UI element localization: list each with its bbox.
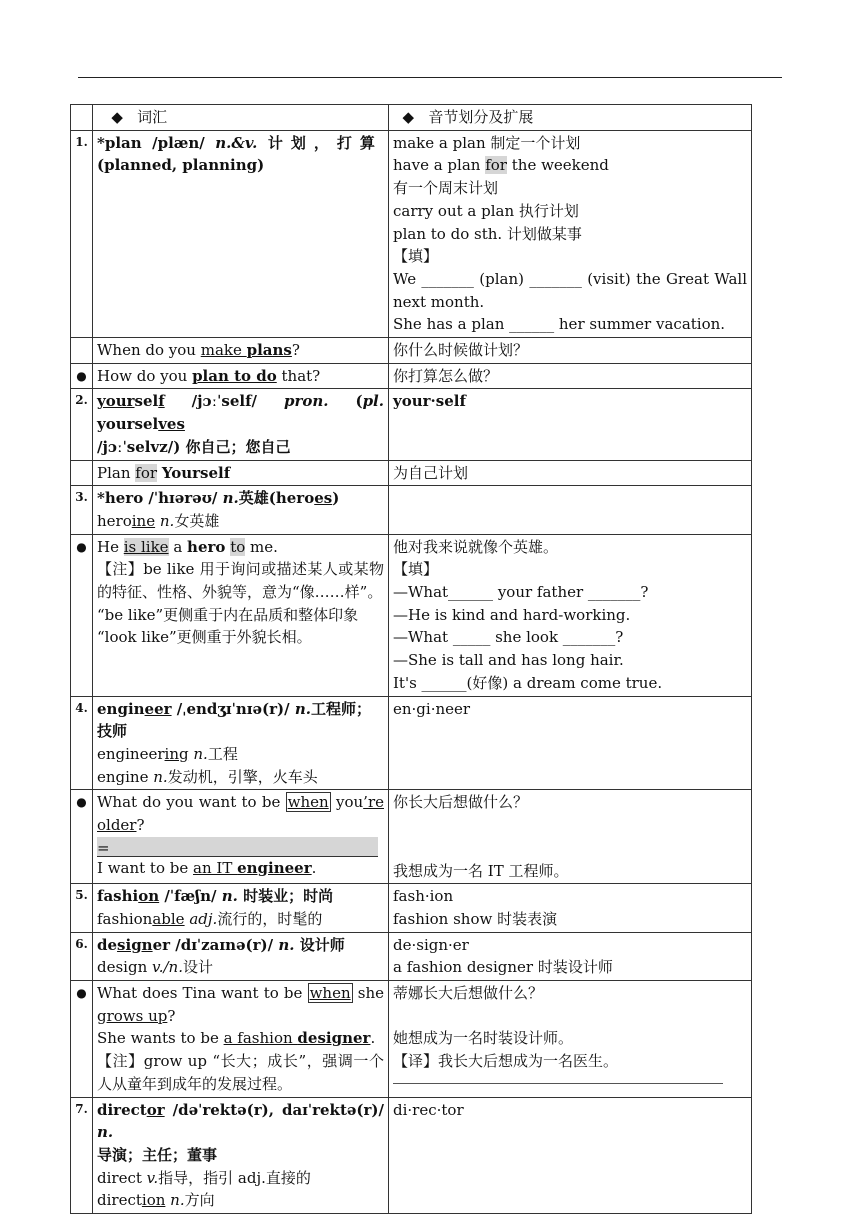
meaning: 时装业；时尚 bbox=[237, 887, 334, 906]
part-of-speech: pron. bbox=[283, 392, 329, 411]
highlighted-word: to bbox=[230, 537, 246, 556]
ext-cell-fashion bbox=[389, 884, 752, 932]
meaning: 发动机，引擎，火车头 bbox=[167, 767, 318, 786]
bullet-icon: ● bbox=[71, 790, 93, 884]
ext-cell-plan bbox=[389, 130, 752, 337]
example-block bbox=[93, 534, 389, 696]
example-row bbox=[71, 338, 752, 364]
derivative: design bbox=[97, 958, 153, 977]
derivative: engineer bbox=[97, 744, 165, 763]
ext-cell-engineer bbox=[389, 790, 752, 884]
text: When do you bbox=[97, 341, 201, 360]
equals-sign: = bbox=[97, 838, 110, 857]
text: ? bbox=[167, 1006, 176, 1025]
meaning: 流行的，时髦的 bbox=[217, 909, 323, 928]
syllable-cell: di·rec·tor bbox=[389, 1097, 752, 1214]
meaning: 设计师 bbox=[294, 935, 345, 954]
entry-row-director bbox=[71, 1097, 752, 1214]
text: He bbox=[97, 537, 124, 556]
boxed-word: when bbox=[287, 793, 329, 812]
phonetic: /jɔːˈself/ bbox=[191, 392, 258, 411]
example-row bbox=[71, 460, 752, 486]
part-of-speech: v./n. bbox=[152, 958, 183, 977]
example-row bbox=[71, 790, 752, 884]
text: ) bbox=[332, 489, 340, 508]
answer-blank bbox=[97, 837, 378, 857]
header-vocab-cell bbox=[93, 105, 389, 131]
underlined-suffix: ine bbox=[131, 511, 156, 530]
text: I want to be bbox=[97, 858, 194, 877]
example-block bbox=[93, 790, 389, 884]
derivative: direct bbox=[97, 1168, 147, 1187]
derivative: hero bbox=[97, 511, 132, 530]
part-of-speech: n. bbox=[278, 935, 295, 954]
example-block bbox=[93, 981, 389, 1098]
vocab-cell-fashion bbox=[93, 884, 389, 932]
underlined-keyword: plan to do bbox=[192, 366, 277, 385]
syllable-cell: en·gi·neer bbox=[389, 696, 752, 790]
table-header-row bbox=[71, 105, 752, 131]
diamond-icon: ◆ bbox=[402, 108, 415, 126]
entry-row-hero bbox=[71, 486, 752, 534]
entry-number: 5. bbox=[71, 884, 93, 932]
example-row bbox=[71, 534, 752, 696]
example-translation: 你长大后想做什么？ bbox=[393, 793, 529, 812]
part-of-speech: n. bbox=[97, 1123, 114, 1142]
syllable-split: de·sign·er bbox=[393, 935, 469, 954]
exercise-line: —She is tall and has long hair. bbox=[393, 651, 624, 670]
example-sentence bbox=[93, 363, 389, 389]
boxed-word: when bbox=[309, 984, 351, 1003]
exercise-line: We _______ (plan) _______ (visit) the Great Wall next month. bbox=[393, 269, 747, 311]
text: that? bbox=[276, 366, 321, 385]
text: . bbox=[370, 1029, 376, 1048]
ext-cell-designer-example bbox=[389, 981, 752, 1098]
underlined-phrase: is like bbox=[123, 537, 169, 556]
plural-label: pl. bbox=[362, 392, 384, 411]
meaning: 你自己；您自己 bbox=[185, 437, 291, 456]
entry-row-designer bbox=[71, 932, 752, 980]
word-forms: (planned, planning) bbox=[97, 156, 265, 175]
meaning: 女英雄 bbox=[174, 511, 220, 530]
derivative: engine bbox=[97, 767, 154, 786]
answer-blank bbox=[393, 1073, 723, 1084]
vocab-cell-engineer bbox=[93, 696, 389, 790]
example-translation: 你什么时候做计划？ bbox=[389, 338, 752, 364]
underlined-suffix: able bbox=[152, 909, 185, 928]
phonetic: /ˌendʒɪˈnɪə(r)/ bbox=[171, 699, 295, 718]
underlined-suffix: es bbox=[314, 489, 333, 508]
vocab-cell-director bbox=[93, 1097, 389, 1214]
underlined-part: sign bbox=[117, 935, 153, 954]
text: How do you bbox=[97, 366, 193, 385]
example-translation: 我想成为一名 IT 工程师。 bbox=[393, 861, 569, 880]
headword-part: direct bbox=[97, 1100, 147, 1119]
headword-part: er bbox=[152, 935, 171, 954]
part-of-speech: n.&v. bbox=[215, 133, 258, 152]
vocab-cell-hero bbox=[93, 486, 389, 534]
part-of-speech: n. bbox=[159, 511, 175, 530]
diamond-icon: ◆ bbox=[111, 108, 123, 126]
ext-line: plan to do sth. 计划做某事 bbox=[393, 224, 582, 243]
header-ext-cell bbox=[389, 105, 752, 131]
text: ? bbox=[136, 816, 145, 835]
exercise-line: —He is kind and hard-working. bbox=[393, 605, 631, 624]
part-of-speech: n. bbox=[222, 489, 239, 508]
usage-note: 【注】be like 用于询问或描述某人或某物的特征、性格、外貌等，意为“像……样”。 bbox=[97, 560, 384, 602]
text: She wants to be bbox=[97, 1029, 224, 1048]
part-of-speech: n. bbox=[294, 699, 311, 718]
keyword: hero bbox=[187, 537, 226, 556]
underlined-suffix: ves bbox=[158, 415, 185, 434]
part-of-speech: v. bbox=[146, 1168, 159, 1187]
meaning: 指导，指引 adj.直接的 bbox=[158, 1168, 311, 1187]
text: me. bbox=[245, 537, 278, 556]
example-sentence bbox=[93, 460, 389, 486]
entry-number: 1. bbox=[71, 130, 93, 337]
text: ? bbox=[291, 341, 300, 360]
entry-number: 7. bbox=[71, 1097, 93, 1214]
part-of-speech: n. bbox=[153, 767, 168, 786]
derivative: fashion bbox=[97, 909, 153, 928]
header-ext-label: 音节划分及扩展 bbox=[428, 108, 534, 126]
vocabulary-table bbox=[70, 104, 752, 1214]
example-translation: 她想成为一名时装设计师。 bbox=[393, 1029, 574, 1048]
usage-note: “be like”更侧重于内在品质和整体印象 bbox=[97, 605, 359, 624]
phonetic: /ˈfæʃn/ bbox=[159, 887, 222, 906]
underlined-suffix: eer bbox=[144, 699, 172, 718]
text: Plan bbox=[97, 463, 136, 482]
highlighted-word: for bbox=[135, 463, 158, 482]
headword: *hero /ˈhɪərəʊ/ bbox=[97, 489, 223, 508]
ext-line: 有一个周末计划 bbox=[393, 179, 499, 198]
exercise-line: It's ______(好像) a dream come true. bbox=[393, 673, 663, 692]
entry-row-engineer bbox=[71, 696, 752, 790]
example-sentence bbox=[93, 338, 389, 364]
phonetic: /dəˈrektə(r), daɪˈrektə(r)/ bbox=[164, 1100, 384, 1119]
meaning: 工程师；技师 bbox=[97, 699, 371, 741]
vocab-cell-plan bbox=[93, 130, 389, 337]
part-of-speech: n. bbox=[170, 1191, 185, 1210]
underlined-suffix: ion bbox=[141, 1191, 166, 1210]
headword: *plan bbox=[97, 133, 142, 152]
headword-part: fashi bbox=[97, 887, 139, 906]
headword-part: f bbox=[158, 392, 165, 411]
entry-row-yourself bbox=[71, 389, 752, 460]
underlined-suffix: on bbox=[138, 887, 160, 906]
meaning: 工程 bbox=[207, 744, 238, 763]
ext-line: carry out a plan 执行计划 bbox=[393, 201, 579, 220]
headword-part: your bbox=[97, 392, 135, 411]
part-of-speech: n. bbox=[193, 744, 208, 763]
vocab-cell-yourself bbox=[93, 389, 389, 460]
bullet-icon: ● bbox=[71, 363, 93, 389]
keyword: Yourself bbox=[161, 463, 231, 482]
ext-line: a fashion designer 时装设计师 bbox=[393, 958, 613, 977]
text: . bbox=[311, 858, 317, 877]
highlighted-word: for bbox=[485, 156, 507, 175]
ext-cell-hero bbox=[389, 534, 752, 696]
fill-in-label: 【填】 bbox=[393, 560, 439, 579]
ext-line: the weekend bbox=[506, 156, 609, 175]
underlined-phrase: grows up bbox=[97, 1006, 168, 1025]
example-translation: 你打算怎么做？ bbox=[389, 363, 752, 389]
syllable-split: fash·ion bbox=[393, 887, 454, 906]
underlined-phrase: a fashion bbox=[223, 1029, 298, 1048]
fill-in-label: 【填】 bbox=[393, 247, 439, 266]
text: What do you want to be bbox=[97, 793, 286, 812]
syllable-cell: your·self bbox=[389, 389, 752, 460]
page-header-rule bbox=[78, 77, 782, 78]
entry-number: 3. bbox=[71, 486, 93, 534]
translation-exercise: 【译】我长大后想成为一名医生。 bbox=[393, 1052, 619, 1071]
ext-line: fashion show 时装表演 bbox=[393, 909, 558, 928]
part-of-speech: n. bbox=[221, 887, 238, 906]
meaning: 设计 bbox=[182, 958, 213, 977]
phonetic: /dɪˈzaɪnə(r)/ bbox=[170, 935, 279, 954]
meaning: 方向 bbox=[184, 1191, 215, 1210]
meaning: 导演；主任；董事 bbox=[97, 1145, 218, 1164]
entry-number: 2. bbox=[71, 389, 93, 460]
header-num-cell bbox=[71, 105, 93, 131]
example-translation: 为自己计划 bbox=[389, 460, 752, 486]
usage-note: 【注】grow up “长大；成长”，强调一个人从童年到成年的发展过程。 bbox=[97, 1052, 384, 1093]
text: ( bbox=[355, 392, 363, 411]
phonetic: /plæn/ bbox=[152, 133, 205, 152]
phonetic: /jɔːˈselvz/) bbox=[97, 437, 181, 456]
usage-note: “look like”更侧重于外貌长相。 bbox=[97, 628, 312, 647]
entry-number: 6. bbox=[71, 932, 93, 980]
headword-part: de bbox=[97, 935, 118, 954]
text: What does Tina want to be bbox=[97, 984, 308, 1003]
example-translation: 蒂娜长大后想做什么？ bbox=[393, 984, 544, 1003]
underlined-phrase: an IT bbox=[193, 858, 238, 877]
text: you bbox=[330, 793, 364, 812]
exercise-line: She has a plan ______ her summer vacation. bbox=[393, 315, 726, 334]
ext-cell-designer bbox=[389, 932, 752, 980]
underlined-keyword: engineer bbox=[237, 858, 312, 877]
headword-part: engin bbox=[97, 699, 145, 718]
underlined-phrase: ’re older bbox=[97, 793, 384, 835]
empty-num-cell bbox=[71, 338, 93, 364]
entry-number: 4. bbox=[71, 696, 93, 790]
underlined-keyword: plans bbox=[246, 341, 292, 360]
empty-ext-cell bbox=[389, 486, 752, 534]
bullet-icon: ● bbox=[71, 534, 93, 696]
bullet-icon: ● bbox=[71, 981, 93, 1098]
ext-line: make a plan 制定一个计划 bbox=[393, 133, 581, 152]
meaning: 计划，打算 bbox=[267, 133, 383, 152]
empty-num-cell bbox=[71, 460, 93, 486]
text: she bbox=[352, 984, 384, 1003]
underlined-suffix: ing bbox=[164, 744, 189, 763]
exercise-line: —What______ your father _______? bbox=[393, 583, 649, 602]
example-row bbox=[71, 363, 752, 389]
meaning: 英雄(hero bbox=[238, 489, 315, 508]
ext-line: have a plan bbox=[393, 156, 486, 175]
entry-row-plan bbox=[71, 130, 752, 337]
entry-row-fashion bbox=[71, 884, 752, 932]
vocab-cell-designer bbox=[93, 932, 389, 980]
underlined-phrase: make bbox=[200, 341, 247, 360]
exercise-line: —What _____ she look _______? bbox=[393, 628, 624, 647]
underlined-keyword: designer bbox=[297, 1029, 371, 1048]
example-translation: 他对我来说就像个英雄。 bbox=[393, 537, 559, 556]
example-row bbox=[71, 981, 752, 1098]
text: yoursel bbox=[97, 415, 159, 434]
header-vocab-label: 词汇 bbox=[137, 108, 168, 126]
derivative: direct bbox=[97, 1191, 142, 1210]
part-of-speech: adj. bbox=[189, 909, 218, 928]
underlined-suffix: or bbox=[146, 1100, 165, 1119]
text: a bbox=[168, 537, 188, 556]
headword-part: sel bbox=[134, 392, 159, 411]
